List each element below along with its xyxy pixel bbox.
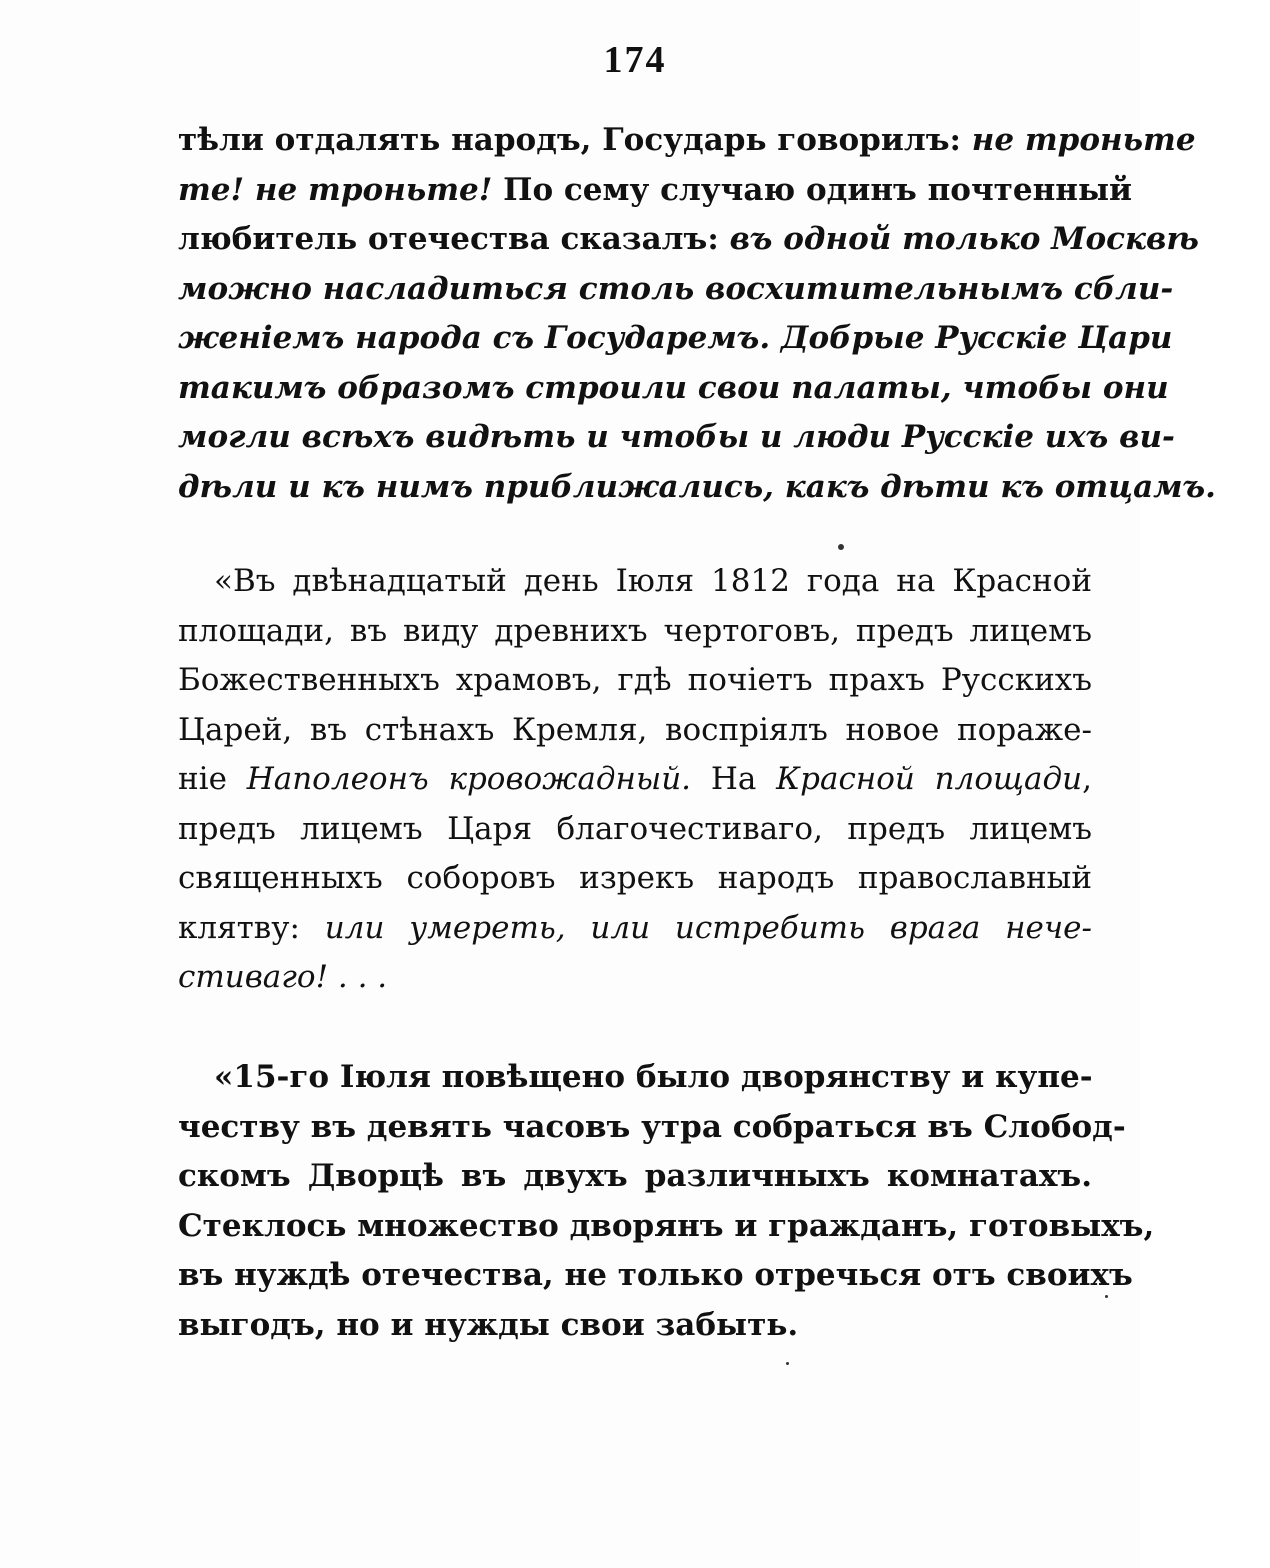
text-line (178, 607, 1092, 657)
text-line (178, 904, 1092, 954)
text-line (178, 1103, 1126, 1153)
text-run: священныхъ соборовъ изрекъ народъ православный (178, 860, 1092, 896)
italic-text-run: Наполеонъ кровожадный. (246, 761, 692, 797)
italic-text-run: дѣли и къ нимъ приближались, какъ дѣти къ отцамъ. (178, 468, 1216, 505)
text-run: Стеклось множество дворянъ и гражданъ, готовыхъ, (178, 1207, 1155, 1244)
page-number: 174 (603, 39, 667, 81)
italic-text-run: такимъ образомъ строили свои палаты, чтобы они (178, 369, 1169, 406)
italic-text-run: те! не троньте! (178, 171, 493, 208)
text-run: тѣли отдалять народъ, Государь говорилъ: (178, 122, 972, 158)
italic-text-run: Красной площади (776, 761, 1083, 797)
text-line (178, 166, 1133, 216)
italic-text-run: стиваго! . . . (178, 959, 388, 995)
text-run: предъ лицемъ Царя благочестиваго, предъ лицемъ (178, 810, 1092, 847)
text-line (178, 953, 1092, 1003)
text-run: честву въ девять часовъ утра собраться въ Слобод- (178, 1108, 1126, 1145)
text-run: клятву: (178, 909, 325, 946)
italic-text-run: въ одной только Москвѣ (729, 221, 1199, 257)
text-line (178, 413, 1175, 463)
text-line (178, 215, 1199, 265)
italic-text-run: могли всѣхъ видѣть и чтобы и люди Русскіе ихъ ви- (178, 419, 1175, 455)
italic-text-run: или умереть, или истребить врага нече- (324, 909, 1092, 946)
text-line (178, 557, 1092, 607)
text-line (178, 1152, 1092, 1202)
text-run: , (1082, 761, 1092, 797)
print-speck (1105, 1295, 1108, 1298)
text-line (178, 706, 1092, 756)
text-line (178, 656, 1092, 706)
text-run: «Въ двѣнадцатый день Іюля 1812 года на Красной (214, 563, 1092, 599)
text-line (178, 1053, 1092, 1103)
text-line (178, 854, 1092, 904)
italic-text-run: можно насладиться столь восхитительнымъ сбли- (178, 270, 1174, 307)
paragraph-2 (178, 557, 1092, 1003)
text-run: «15-го Іюля повѣщено было дворянству и купе- (214, 1059, 1093, 1095)
text-line (178, 463, 1216, 513)
text-run: выгодъ, но и нужды свои забыть. (178, 1306, 799, 1343)
text-run: въ нуждѣ отечества, не только отречься отъ своихъ (178, 1257, 1133, 1293)
text-line (178, 265, 1174, 315)
print-speck (786, 1362, 789, 1365)
print-speck (838, 544, 844, 550)
paragraph-1 (178, 116, 1216, 512)
text-line (178, 755, 1092, 805)
text-line (178, 1251, 1133, 1301)
text-run: Божественныхъ храмовъ, гдѣ почіетъ прахъ Русскихъ (178, 662, 1092, 698)
text-line (178, 1202, 1155, 1252)
text-line (178, 805, 1092, 855)
paragraph-3 (178, 1053, 1155, 1350)
text-run: ніе (178, 761, 247, 797)
text-run: Царей, въ стѣнахъ Кремля, воспріялъ новое пораже- (178, 711, 1092, 748)
text-run: площади, въ виду древнихъ чертоговъ, предъ лицемъ (178, 612, 1092, 649)
italic-text-run: женіемъ народа съ Государемъ. Добрые Русскіе Цари (178, 320, 1173, 356)
text-line (178, 1301, 1092, 1351)
text-run: На (691, 761, 777, 797)
text-run: скомъ Дворцѣ въ двухъ различныхъ комнатахъ. (178, 1158, 1092, 1194)
italic-text-run: не троньте (971, 122, 1196, 158)
text-run: По сему случаю одинъ почтенный (492, 171, 1133, 208)
text-line (178, 314, 1173, 364)
text-run: любитель отечества сказалъ: (178, 221, 730, 257)
text-line (178, 364, 1169, 414)
text-line (178, 116, 1196, 166)
